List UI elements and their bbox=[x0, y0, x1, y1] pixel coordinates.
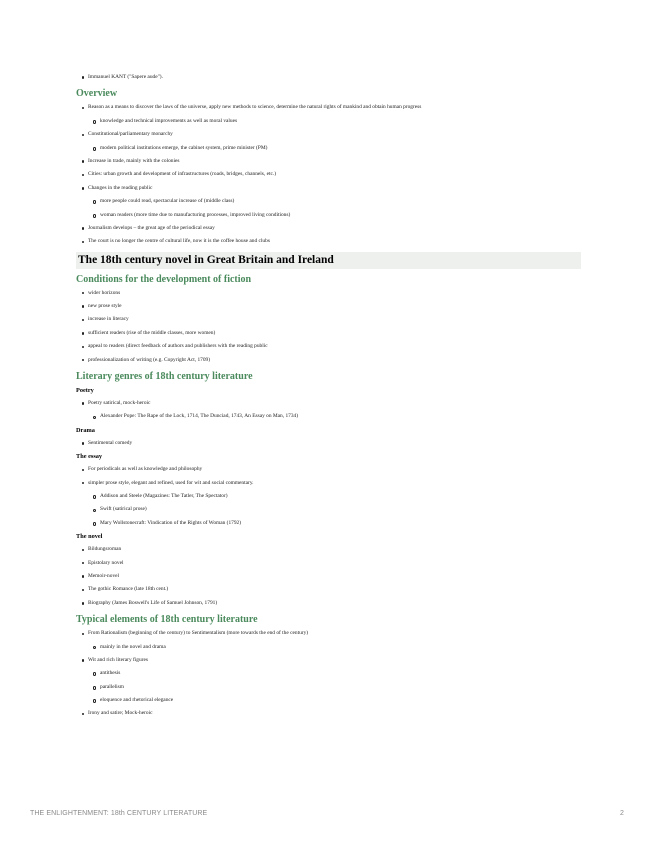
list-item: From Rationalism (beginning of the century) to Sentimentalism (more towards the end of the century) bbox=[76, 630, 581, 637]
list-item: For periodicals as well as knowledge and philosophy bbox=[76, 466, 581, 473]
genre-title-drama: Drama bbox=[76, 426, 95, 434]
intro-list bbox=[76, 74, 581, 81]
document-page bbox=[76, 74, 581, 724]
list-item: professionalization of writing (e.g. Copyright Act, 1709) bbox=[76, 357, 581, 364]
list-item: Changes in the reading public bbox=[76, 185, 581, 192]
list-item: new prose style bbox=[76, 303, 581, 310]
list-item: Memoir-novel bbox=[76, 573, 581, 580]
list-item: Mary Wollstonecraft: Vindication of the Rights of Woman (1792) bbox=[76, 520, 581, 527]
list-item: Biography (James Boswell's Life of Samuel Johnson, 1791) bbox=[76, 600, 581, 607]
list-item: The gothic Romance (late 18th cent.) bbox=[76, 586, 581, 593]
list-item: Epistolary novel bbox=[76, 560, 581, 567]
novel-list bbox=[76, 546, 581, 607]
list-item: Irony and satire; Mock-heroic bbox=[76, 710, 581, 717]
typical-heading: Typical elements of 18th century literature bbox=[76, 614, 258, 626]
typical-list bbox=[76, 630, 581, 717]
list-item: Swift (satirical prose) bbox=[76, 506, 581, 513]
overview-heading: Overview bbox=[76, 88, 118, 100]
list-item: mainly in the novel and drama bbox=[76, 644, 581, 651]
list-item: Constitutional/parliamentary monarchy bbox=[76, 131, 581, 138]
list-item: Journalism develops – the great age of the periodical essay bbox=[76, 225, 581, 232]
essay-list bbox=[76, 466, 581, 527]
list-item: Wit and rich literary figures bbox=[76, 657, 581, 664]
list-item: Alexander Pope: The Rape of the Lock, 1714, The Dunciad, 1743, An Essay on Man, 1734) bbox=[76, 413, 581, 420]
list-item: appeal to readers (direct feedback of authors and publishers with the reading public bbox=[76, 343, 581, 350]
list-item: Sentimental comedy bbox=[76, 440, 581, 447]
overview-list bbox=[76, 104, 581, 245]
list-item: Immanuel KANT ("Sapere aude"). bbox=[76, 74, 581, 81]
section-title: The 18th century novel in Great Britain and Ireland bbox=[76, 252, 581, 269]
list-item: Reason as a means to discover the laws of the universe, apply new methods to science, determine the natural rights of mankind and obtain human progress bbox=[76, 104, 581, 111]
poetry-list bbox=[76, 400, 581, 420]
drama-list bbox=[76, 440, 581, 447]
list-item: simpler prose style, elegant and refined, used for wit and social commentary. bbox=[76, 480, 581, 487]
page-number: 2 bbox=[620, 810, 624, 817]
list-item: eloquence and rhetorical elegance bbox=[76, 697, 581, 704]
list-item: Increase in trade, mainly with the colonies bbox=[76, 158, 581, 165]
list-item: parallelism bbox=[76, 684, 581, 691]
list-item: wider horizons bbox=[76, 290, 581, 297]
list-item: antithesis bbox=[76, 670, 581, 677]
conditions-heading: Conditions for the development of fiction bbox=[76, 273, 252, 285]
list-item: Cities: urban growth and development of infrastructures (roads, bridges, channels, etc.) bbox=[76, 171, 581, 178]
genre-title-essay: The essay bbox=[76, 453, 103, 461]
list-item: woman readers (more time due to manufacturing processes, improved living conditions) bbox=[76, 212, 581, 219]
list-item: knowledge and technical improvements as well as moral values bbox=[76, 118, 581, 125]
list-item: more people could read, spectacular increase of (middle class) bbox=[76, 198, 581, 205]
genres-heading: Literary genres of 18th century literature bbox=[76, 371, 253, 383]
list-item: sufficient readers (rise of the middle classes, more women) bbox=[76, 330, 581, 337]
genre-title-poetry: Poetry bbox=[76, 387, 94, 395]
list-item: Poetry satirical, mock-heroic bbox=[76, 400, 581, 407]
list-item: increase in literacy bbox=[76, 316, 581, 323]
genre-title-novel: The novel bbox=[76, 533, 103, 541]
footer-title: THE ENLIGHTENMENT: 18th CENTURY LITERATURE bbox=[30, 810, 208, 817]
list-item: Bildungsroman bbox=[76, 546, 581, 553]
list-item: Addison and Steele (Magazines: The Tatler, The Spectator) bbox=[76, 493, 581, 500]
list-item: The court is no longer the centre of cultural life, now it is the coffee house and clubs bbox=[76, 238, 581, 245]
conditions-list bbox=[76, 290, 581, 364]
list-item: modern political institutions emerge, the cabinet system, prime minister (PM) bbox=[76, 145, 581, 152]
